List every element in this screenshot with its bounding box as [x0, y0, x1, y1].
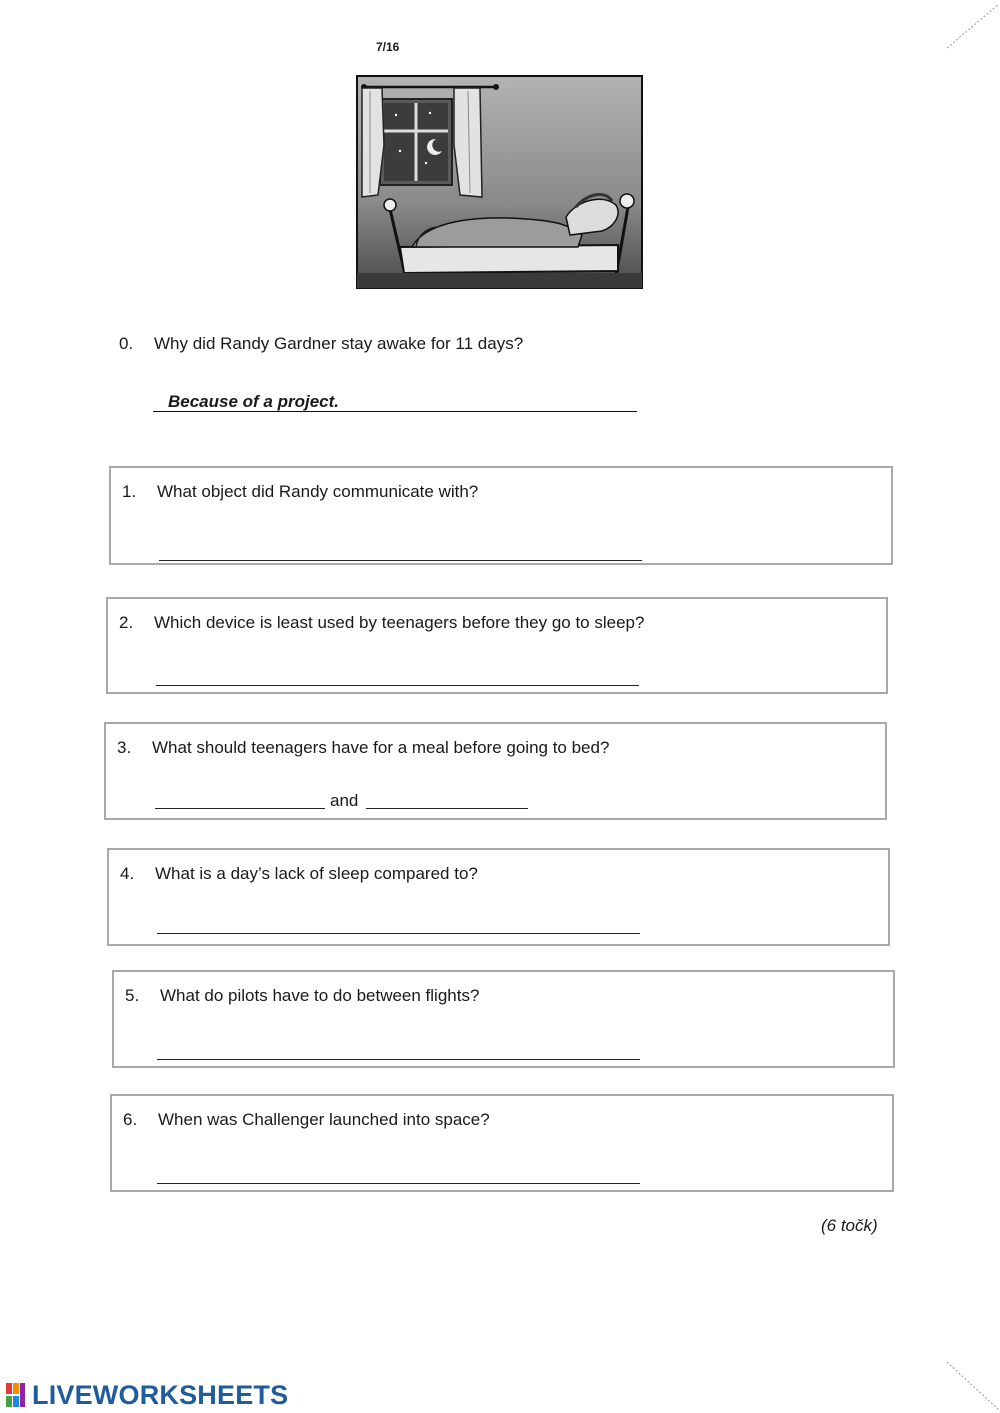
liveworksheets-logo[interactable] [6, 1381, 288, 1409]
question-number: 5. [125, 986, 140, 1005]
page-number: 7/16 [376, 40, 400, 54]
example-number: 0. [119, 334, 134, 353]
question-box-3 [104, 722, 887, 820]
example-question-text: Why did Randy Gardner stay awake for 11 days? [154, 334, 524, 353]
question-box-1 [109, 466, 893, 565]
question-text: What should teenagers have for a meal before going to bed? [152, 738, 610, 757]
question-number: 2. [119, 613, 134, 632]
question-box-2 [106, 597, 888, 694]
question-box-5 [112, 970, 895, 1068]
question-text: When was Challenger launched into space? [158, 1110, 490, 1129]
question-box-6 [110, 1094, 894, 1192]
answer-blank-4[interactable] [157, 933, 640, 934]
answer-blank-6[interactable] [157, 1183, 640, 1184]
question-number: 1. [122, 482, 137, 501]
liveworksheets-logo-text: LIVEWORKSHEETS [32, 1379, 289, 1410]
answer-blank-5[interactable] [157, 1059, 640, 1060]
question-text: Which device is least used by teenagers before they go to sleep? [154, 613, 645, 632]
question-text: What is a day’s lack of sleep compared to? [155, 864, 478, 883]
answer-blank-1[interactable] [159, 560, 642, 561]
liveworksheets-logo-icon [6, 1383, 32, 1407]
question-number: 6. [123, 1110, 138, 1129]
question-number: 3. [117, 738, 132, 757]
corner-fold-bottom-icon [945, 1360, 1000, 1413]
total-points: (6 točk) [821, 1216, 878, 1235]
answer-blank-2[interactable] [156, 685, 639, 686]
question-text: What object did Randy communicate with? [157, 482, 479, 501]
connector-and: and [330, 791, 359, 810]
answer-blank-3b[interactable] [366, 808, 528, 809]
question-box-4 [107, 848, 890, 946]
corner-fold-top-icon [945, 0, 1000, 50]
question-text: What do pilots have to do between flights? [160, 986, 480, 1005]
answer-blank-3a[interactable] [155, 808, 325, 809]
sleeping-boy-illustration [356, 75, 643, 289]
example-question [0, 334, 1000, 358]
question-number: 4. [120, 864, 135, 883]
example-answer-text: Because of a project. [168, 392, 340, 411]
example-answer-line [153, 391, 637, 412]
